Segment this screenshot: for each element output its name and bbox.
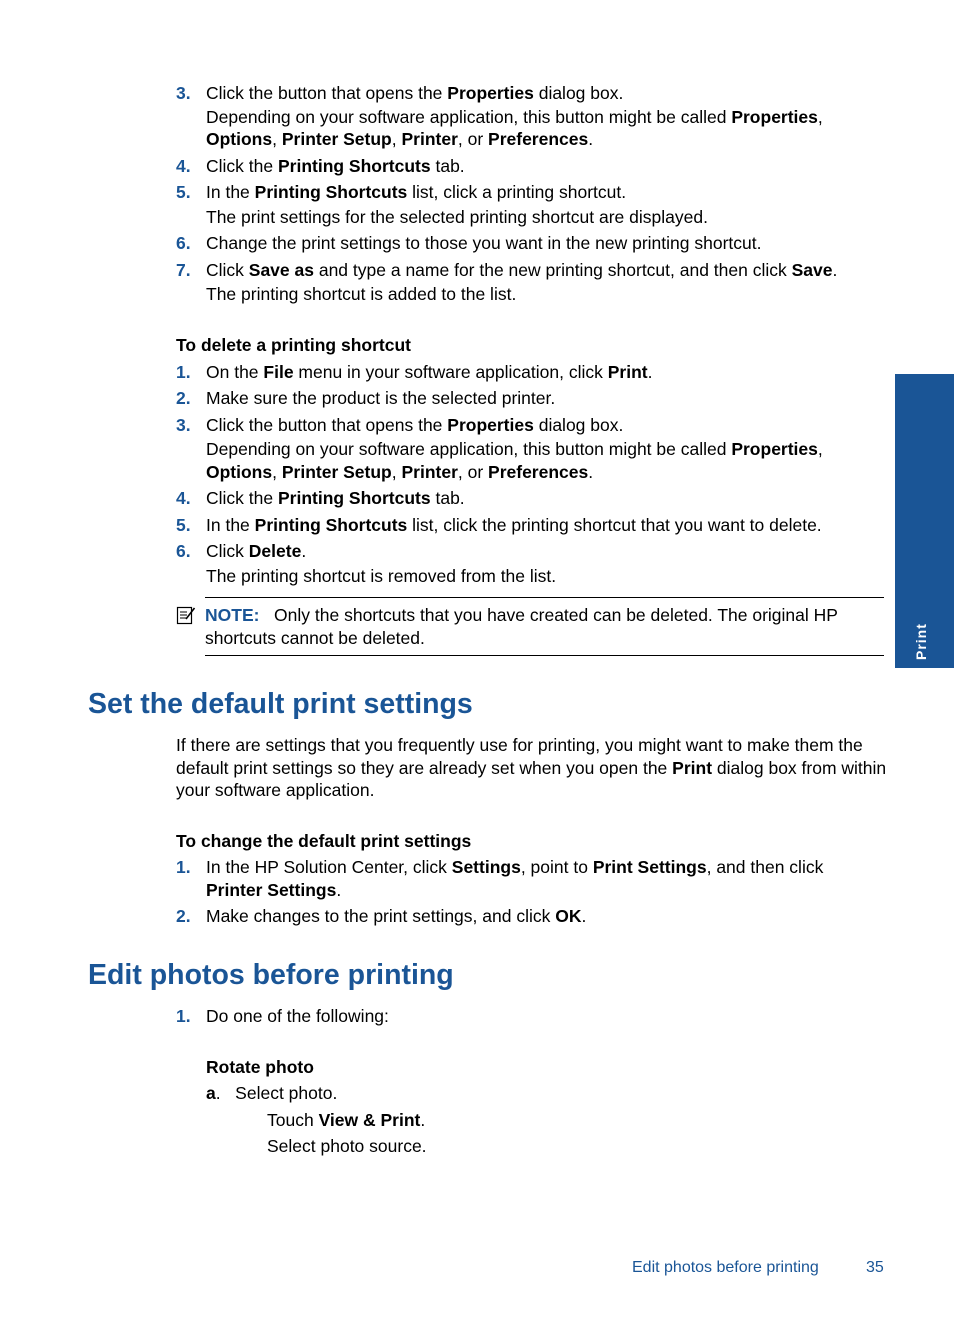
step-number: 2. — [176, 906, 191, 926]
step-text: In the Printing Shortcuts list, click the printing shortcut that you want to delete. — [206, 515, 822, 535]
section-title: Set the default print settings — [88, 688, 473, 720]
section-paragraph: If there are settings that you frequently use for printing, you might want to make them the default print settings so they are already set when you open the Print dialog box from within your software application. — [176, 735, 887, 800]
step-number: 6. — [176, 541, 191, 561]
chapter-side-tab-label: Print — [913, 623, 929, 660]
step-number: 5. — [176, 515, 191, 535]
step-text: Depending on your software application, this button might be called Properties, — [206, 439, 823, 459]
step-text: The print settings for the selected printing shortcut are displayed. — [206, 207, 708, 227]
step-number: 1. — [176, 362, 191, 382]
footer-section-name: Edit photos before printing — [632, 1259, 819, 1276]
step-text: Printer Settings. — [206, 880, 342, 900]
step-text: Click Delete. — [206, 541, 307, 561]
step-number: 3. — [176, 83, 191, 103]
step-text: The printing shortcut is removed from the list. — [206, 566, 557, 586]
page-number: 35 — [866, 1259, 884, 1276]
note-icon — [176, 605, 196, 625]
step-text: In the Printing Shortcuts list, click a printing shortcut. — [206, 182, 627, 202]
step-number: 3. — [176, 415, 191, 435]
step-text: Click the button that opens the Properties dialog box. — [206, 415, 624, 435]
step-number: 1. — [176, 857, 191, 877]
note-text: shortcuts cannot be deleted. — [205, 628, 425, 648]
step-text: Make changes to the print settings, and click OK. — [206, 906, 587, 926]
step-text: In the HP Solution Center, click Settings, point to Print Settings, and then click — [206, 857, 824, 877]
step-text: Make sure the product is the selected printer. — [206, 388, 556, 408]
step-text: The printing shortcut is added to the list. — [206, 284, 517, 304]
section-title: Edit photos before printing — [88, 959, 454, 991]
step-number: 5. — [176, 182, 191, 202]
option-heading: Rotate photo — [206, 1057, 314, 1077]
substep-text: a. Select photo. — [206, 1083, 338, 1103]
step-number: 1. — [176, 1006, 191, 1026]
step-text: Options, Printer Setup, Printer, or Preferences. — [206, 462, 594, 482]
step-text: On the File menu in your software application, click Print. — [206, 362, 653, 382]
note-bottom-rule — [205, 655, 884, 656]
step-text: Options, Printer Setup, Printer, or Preferences. — [206, 129, 594, 149]
note-text: NOTE: Only the shortcuts that you have created can be deleted. The original HP — [205, 605, 838, 625]
step-number: 4. — [176, 488, 191, 508]
step-number: 6. — [176, 233, 191, 253]
step-number: 7. — [176, 260, 191, 280]
substep-text: Select photo source. — [267, 1136, 427, 1156]
step-text: Click Save as and type a name for the new printing shortcut, and then click Save. — [206, 260, 838, 280]
note-top-rule — [205, 597, 884, 598]
step-text: Click the Printing Shortcuts tab. — [206, 488, 465, 508]
step-text: Depending on your software application, this button might be called Properties, — [206, 107, 823, 127]
substep-text: Touch View & Print. — [267, 1110, 426, 1130]
step-text: Click the button that opens the Properties dialog box. — [206, 83, 624, 103]
procedure-heading: To change the default print settings — [176, 831, 472, 851]
step-number: 2. — [176, 388, 191, 408]
step-number: 4. — [176, 156, 191, 176]
step-text: Do one of the following: — [206, 1006, 389, 1026]
chapter-side-tab — [895, 374, 954, 668]
procedure-heading: To delete a printing shortcut — [176, 335, 411, 355]
step-text: Change the print settings to those you want in the new printing shortcut. — [206, 233, 762, 253]
step-text: Click the Printing Shortcuts tab. — [206, 156, 465, 176]
